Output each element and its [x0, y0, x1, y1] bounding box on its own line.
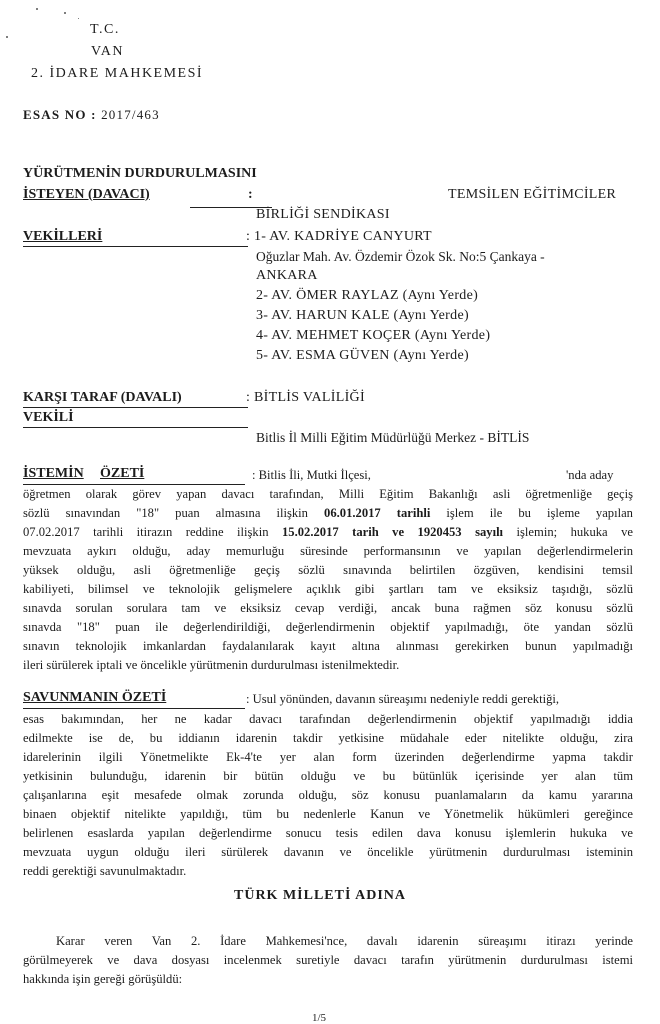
claim-line-11: ileri sürülerek iptali ve öncelikle yürütmenin durdurulması istenilmektedir.: [23, 658, 400, 672]
claim-date-1: 06.01.2017 tarihli: [324, 506, 431, 520]
defendant-label: KARŞI TARAF (DAVALI): [23, 390, 182, 405]
case-number: [23, 107, 160, 123]
underline-rule: [23, 246, 248, 247]
court-name: 2. İDARE MAHKEMESİ: [31, 66, 204, 81]
case-number-label: ESAS NO :: [23, 107, 97, 122]
requester-label-2: İSTEYEN (DAVACI): [23, 187, 150, 202]
defense-line-2: esas bakımından, her ne kadar davacı tarafından değerlendirmenin objektif yapılmadığı iddia: [23, 712, 633, 726]
claim-line-4a: 07.02.2017 tarihli itirazın reddine ilişkin: [23, 525, 269, 539]
header-city: VAN: [91, 44, 125, 59]
underline-rule: [23, 407, 248, 408]
scan-speck: [36, 8, 38, 10]
decision-line-1: Karar veren Van 2. İdare Mahkemesi'nce, davalı idarenin süreaşımı itirazı yerinde: [56, 934, 633, 948]
decision-line-3: hakkında işin gereği görüşüldü:: [23, 972, 183, 986]
attorney-5: 5- AV. ESMA GÜVEN (Aynı Yerde): [256, 348, 469, 363]
claim-line-10: sınavın teknolojik imkanlardan faydalanılarak kayıt altına alınması gerekirken bunun yapılmadığı: [23, 639, 633, 653]
attorneys-label: VEKİLLERİ: [23, 229, 103, 244]
defense-heading: SAVUNMANIN ÖZETİ: [23, 690, 167, 705]
defendant-value: : BİTLİS VALİLİĞİ: [246, 390, 365, 405]
defense-line-1: : Usul yönünden, davanın süreaşımı nedeniyle reddi gerektiği,: [246, 692, 560, 706]
attorney-address-1: Oğuzlar Mah. Av. Özdemir Özok Sk. No:5 Çankaya -: [256, 249, 545, 264]
claim-line-4: [23, 523, 633, 542]
claim-line-1a: : Bitlis İli, Mutki İlçesi,: [252, 468, 371, 482]
page-number: 1/5: [312, 1012, 327, 1024]
attorney-2: 2- AV. ÖMER RAYLAZ (Aynı Yerde): [256, 288, 479, 303]
decision-heading: TÜRK MİLLETİ ADINA: [234, 888, 407, 903]
defense-line-6: çalışanlarına eşit mesafede olmak zorunda olduğu, söz konusu puanlamaların da kamu yararına: [23, 788, 633, 802]
defense-line-10: reddi gerektiği savunulmaktadır.: [23, 864, 187, 878]
claim-line-3: [23, 504, 633, 523]
attorney-1: : 1- AV. KADRİYE CANYURT: [246, 229, 432, 244]
scan-speck: [78, 18, 79, 19]
claim-heading-1: İSTEMİN: [23, 466, 84, 481]
claim-line-7: kabiliyeti, bilimsel ve teknolojik gelişmelere açıklık gibi şartları tam ve eksiksiz taşıdığı, sözlü: [23, 582, 633, 596]
attorney-address-2: ANKARA: [256, 268, 318, 283]
claim-line-8: sınavda sorulan sorulara tam ve eksiksiz cevap verdiği, ancak buna rağmen söz konusu sözlü: [23, 601, 633, 615]
claim-line-3c: işlem ile bu işleme yapılan: [446, 506, 633, 520]
claim-date-2: 15.02.2017 tarih ve 1920453 sayılı: [282, 525, 504, 539]
header-tc: T.C.: [90, 22, 120, 37]
claim-heading-2: ÖZETİ: [100, 466, 145, 481]
claim-line-3a: sözlü sınavından "18" puan almasına ilişkin: [23, 506, 308, 520]
scan-speck: [6, 36, 8, 38]
defendant-attorney-label: VEKİLİ: [23, 410, 74, 425]
requester-label-1: YÜRÜTMENİN DURDURULMASINI: [23, 166, 257, 181]
defense-line-4: idarelerinin ilgili Yönetmelikte Ek-4'te yer alan form üzerinden değerlendirme yapma takdir: [23, 750, 633, 764]
attorney-3: 3- AV. HARUN KALE (Aynı Yerde): [256, 308, 469, 323]
defense-line-8: belirlenen esaslarda yapılan değerlendirme sonucu tesis edilen dava konusu işlemlerin hukuka ve: [23, 826, 633, 840]
underline-rule: [23, 708, 245, 709]
defense-line-9: mevzuata uygun olduğu ileri sürülerek davanın ve öncelikle yürütmenin durdurulması isteminin: [23, 845, 633, 859]
decision-line-2: görülmeyerek ve dava dosyası incelenmek suretiyle davacı tarafın yürütmenin durdurulması istemi: [23, 953, 633, 967]
requester-value-1: TEMSİLEN EĞİTİMCİLER: [448, 187, 617, 202]
scan-speck: [64, 12, 66, 14]
defense-line-7: binaen objektif nitelikte yapıldığı, tüm bu nedenlerle Kanun ve Yönetmelik hükümleri gereğince: [23, 807, 633, 821]
attorney-4: 4- AV. MEHMET KOÇER (Aynı Yerde): [256, 328, 491, 343]
case-number-value: 2017/463: [101, 107, 160, 122]
requester-value-2: BİRLİĞİ SENDİKASI: [256, 207, 390, 222]
underline-rule: [23, 427, 248, 428]
defense-line-3: edilmekte ise de, bu iddianın idarenin takdir yetkisine müdahale eder nitelikte olduğu, zira: [23, 731, 633, 745]
claim-line-6: yüksek olduğu, asli öğretmenliğe geçiş sözlü sınavında belirtilen özgüven, kendisini temsil: [23, 563, 633, 577]
defendant-attorney-value: Bitlis İl Milli Eğitim Müdürlüğü Merkez - BİTLİS: [256, 430, 530, 445]
requester-colon: :: [248, 187, 253, 202]
claim-line-9: sınavda "18" puan ile değerlendirildiği, değerlendirmenin objektif yapılmadığı, öte yandan sözlü: [23, 620, 633, 634]
defense-line-5: yetkisinin bulunduğu, idarenin bir bütün olduğu ve bu bütünlük içerisinde yer alan tüm: [23, 769, 633, 783]
claim-line-2: öğretmen olarak görev yapan davacı tarafından, Milli Eğitim Bakanlığı asli öğretmenliğe geçiş: [23, 487, 633, 501]
claim-line-5: mevzuata aykırı olduğu, aday memurluğu süresinde performansının ve yapılan değerlendirmelerin: [23, 544, 633, 558]
claim-line-1b: 'nda aday: [566, 468, 614, 482]
claim-line-4c: işlemin; hukuka ve: [516, 525, 633, 539]
